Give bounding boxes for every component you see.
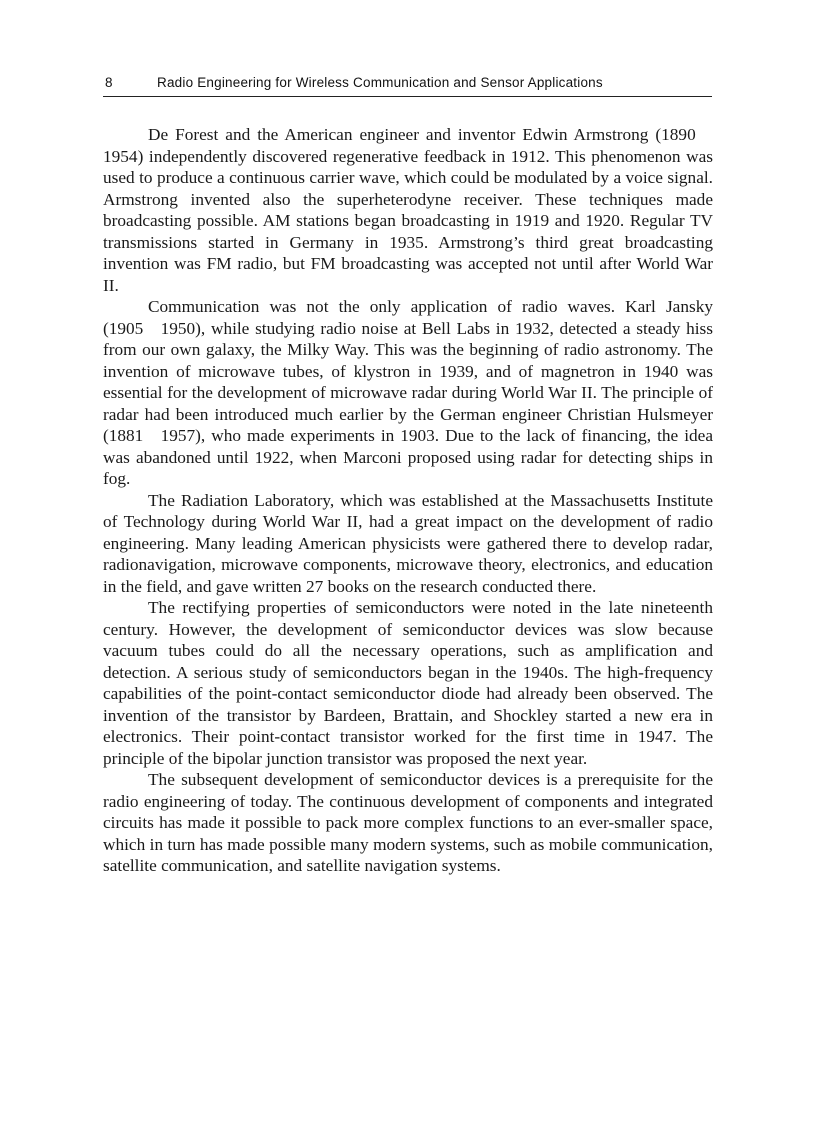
page-number: 8 [105, 75, 113, 90]
running-header [103, 70, 712, 97]
body-text [103, 124, 713, 877]
paragraph-semiconductors: The rectifying properties of semiconductors were noted in the late nineteenth century. However, the development of semiconductor devices was slow because vacuum tubes could do all the necessary operations, such as amplification and detection. A serious study of semiconductors began in the 1940s. The high-frequency capabilities of the point-contact semiconductor diode had already been observed. The invention of the transistor by Bardeen, Brattain, and Shockley started a new era in electronics. Their point-contact transistor worked for the first time in 1947. The principle of the bipolar junction transistor was proposed the next year. [103, 598, 713, 768]
running-title: Radio Engineering for Wireless Communication and Sensor Applications [157, 75, 603, 90]
paragraph-subsequent-development: The subsequent development of semiconductor devices is a prerequisite for the radio engineering of today. The continuous development of components and integrated circuits has made it possible to pack more complex functions to an ever-smaller space, which in turn has made possible many modern systems, such as mobile communication, satellite communication, and satellite navigation systems. [103, 770, 713, 875]
paragraph-radiation-laboratory: The Radiation Laboratory, which was established at the Massachusetts Institute of Technology during World War II, had a great impact on the development of radio engineering. Many leading American physicists were gathered there to develop radar, radionavigation, microwave components, microwave theory, electronics, and education in the field, and gave written 27 books on the research conducted there. [103, 490, 713, 596]
paragraph-radio-astronomy-radar: Communication was not the only application of radio waves. Karl Jansky (1905 1950), while studying radio noise at Bell Labs in 1932, detected a steady hiss from our own galaxy, the Milky Way. This was the beginning of radio astronomy. The invention of microwave tubes, of klystron in 1939, and of magnetron in 1940 was essential for the development of microwave radar during World War II. The principle of radar had been introduced much earlier by the German engineer Christian Hulsmeyer (1881 1957), who made experiments in 1903. Due to the lack of financing, the idea was abandoned until 1922, when Marconi proposed using radar for detecting ships in fog. [103, 297, 713, 488]
paragraph-armstrong: De Forest and the American engineer and inventor Edwin Armstrong (1890 1954) independently discovered regenerative feedback in 1912. This phenomenon was used to produce a continuous carrier wave, which could be modulated by a voice signal. Armstrong invented also the superheterodyne receiver. These techniques made broadcasting possible. AM stations began broadcasting in 1919 and 1920. Regular TV transmissions started in Germany in 1935. Armstrong’s third great broadcasting invention was FM radio, but FM broadcasting was accepted not until after World War II. [103, 125, 713, 295]
